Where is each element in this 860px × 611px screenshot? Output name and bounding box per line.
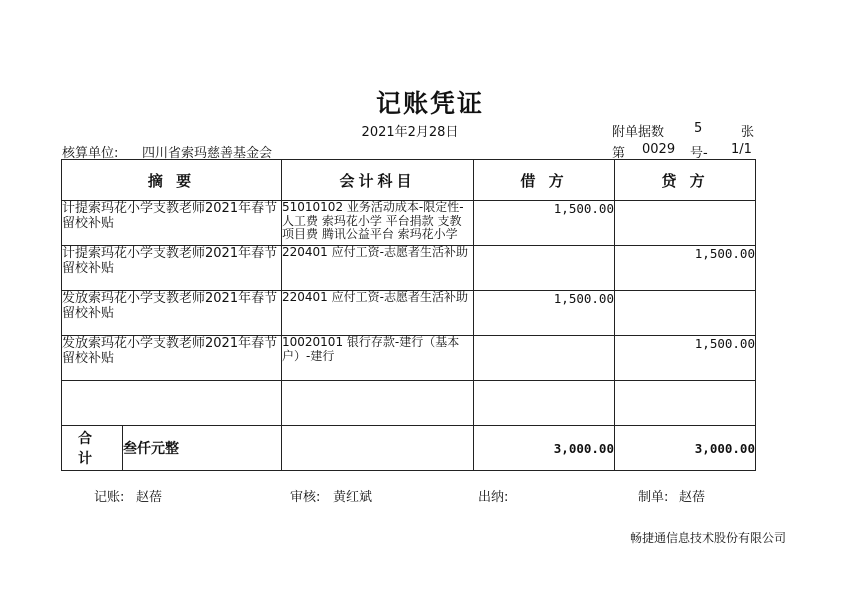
- attachment-unit: 张: [741, 125, 755, 140]
- preparer-label: 制单:: [638, 490, 669, 505]
- total-account-cell: [282, 426, 474, 471]
- preparer-name: 赵蓓: [679, 490, 706, 505]
- voucher-number: 0029: [642, 142, 676, 157]
- total-row: [62, 426, 756, 471]
- credit-cell: [615, 291, 756, 336]
- empty-cell: [615, 381, 756, 426]
- total-label: 合 计: [62, 426, 123, 470]
- total-split: [62, 426, 281, 470]
- credit-cell: [615, 201, 756, 246]
- voucher-number-prefix: 第: [612, 146, 626, 161]
- credit-cell: 1,500.00: [615, 336, 756, 381]
- table-row: [62, 246, 756, 291]
- account-cell: 220401 应付工资-志愿者生活补助: [282, 291, 474, 336]
- debit-cell: 1,500.00: [474, 201, 615, 246]
- summary-cell: 计提索玛花小学支教老师2021年春节留校补贴: [62, 201, 282, 246]
- total-cell: [62, 426, 282, 471]
- empty-row: [62, 381, 756, 426]
- account-cell: 10020101 银行存款-建行（基本户）-建行: [282, 336, 474, 381]
- debit-cell: [474, 336, 615, 381]
- debit-cell: 1,500.00: [474, 291, 615, 336]
- debit-cell: [474, 246, 615, 291]
- total-amount-words: 叁仟元整: [123, 441, 179, 457]
- summary-cell: 发放索玛花小学支教老师2021年春节留校补贴: [62, 336, 282, 381]
- voucher-page: 1/1: [731, 142, 752, 157]
- attachment-count: 5: [694, 121, 703, 136]
- voucher-title: 记账凭证: [375, 89, 484, 118]
- header-account: 会计科目: [282, 160, 474, 201]
- bookkeeper-label: 记账:: [94, 490, 125, 505]
- accounting-unit-value: 四川省索玛慈善基金会: [142, 146, 273, 161]
- voucher-date: 2021年2月28日: [361, 125, 459, 140]
- header-credit: 贷 方: [615, 160, 756, 201]
- account-cell: 220401 应付工资-志愿者生活补助: [282, 246, 474, 291]
- table-header-row: [62, 160, 756, 201]
- voucher-table: [61, 159, 756, 471]
- credit-cell: 1,500.00: [615, 246, 756, 291]
- empty-cell: [62, 381, 282, 426]
- empty-cell: [474, 381, 615, 426]
- empty-cell: [282, 381, 474, 426]
- header-summary: 摘 要: [62, 160, 282, 201]
- reviewer-name: 黄红斌: [333, 490, 373, 505]
- table-row: [62, 291, 756, 336]
- total-debit: 3,000.00: [474, 426, 615, 471]
- software-company: 畅捷通信息技术股份有限公司: [630, 531, 787, 545]
- attachment-label: 附单据数: [612, 125, 665, 140]
- voucher-number-suffix: 号-: [690, 146, 708, 161]
- summary-cell: 发放索玛花小学支教老师2021年春节留校补贴: [62, 291, 282, 336]
- accounting-unit-label: 核算单位:: [62, 146, 119, 161]
- cashier-label: 出纳:: [478, 490, 509, 505]
- bookkeeper-name: 赵蓓: [136, 490, 163, 505]
- table-row: [62, 201, 756, 246]
- table-row: [62, 336, 756, 381]
- account-cell: 51010102 业务活动成本-限定性-人工费 索玛花小学 平台捐款 支教项目费 腾讯公益平台 索玛花小学: [282, 201, 474, 246]
- total-credit: 3,000.00: [615, 426, 756, 471]
- reviewer-label: 审核:: [290, 490, 321, 505]
- summary-cell: 计提索玛花小学支教老师2021年春节留校补贴: [62, 246, 282, 291]
- header-debit: 借 方: [474, 160, 615, 201]
